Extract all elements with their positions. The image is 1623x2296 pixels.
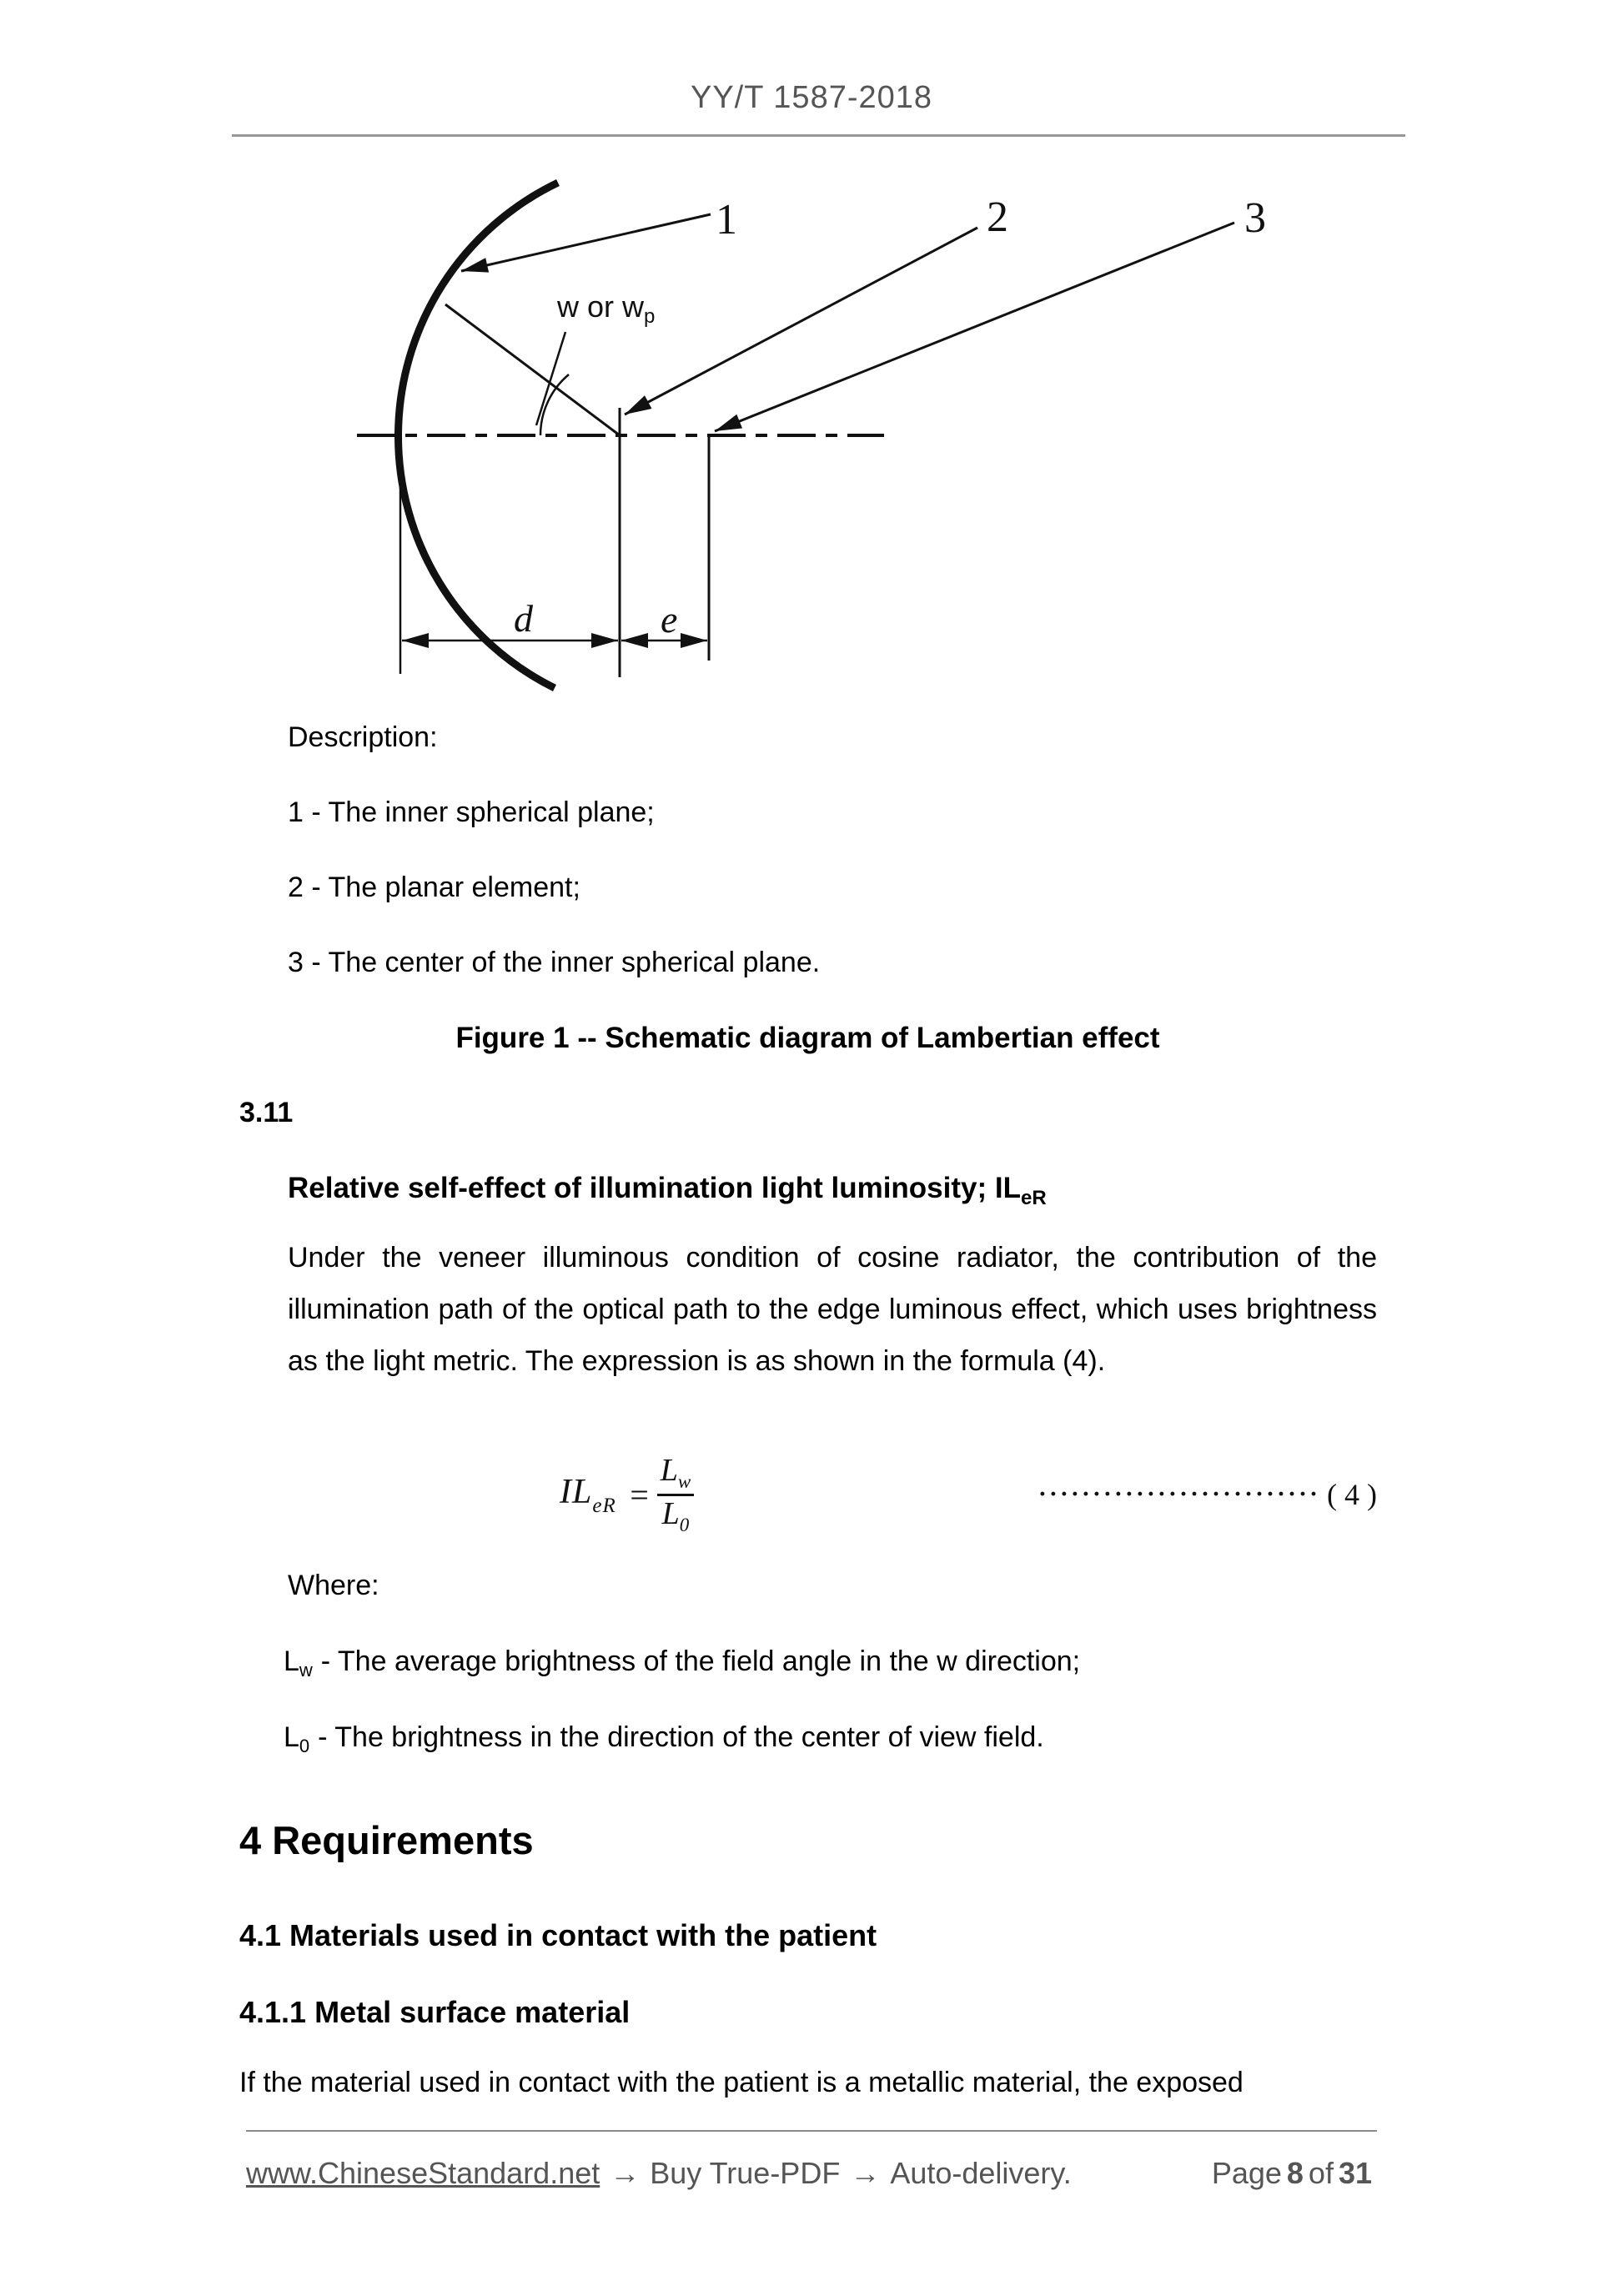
callout-3-label: 3 [1244,194,1266,242]
section-4-1-1-body: If the material used in contact with the patient is a metallic material, the exposed [239,2067,1244,2098]
radius-line [445,304,620,435]
angle-arc [540,374,569,435]
footer [246,2156,1377,2198]
section-4-1-1-heading: 4.1.1 Metal surface material [239,1995,631,2029]
page-total: 31 [1338,2156,1372,2190]
where-item-lw: $L_w$ - The average brightness of the field angle in the w direction; [284,1645,1081,1681]
buy-truepdf-text: Buy True-PDF [650,2156,841,2190]
page-label: Page [1211,2156,1282,2190]
footer-left [246,2156,1072,2191]
auto-delivery-text: Auto-delivery. [890,2156,1072,2190]
figure-caption: Figure 1 -- Schematic diagram of Lambertian effect [455,1022,1160,1054]
dimension-e-label: e [661,598,678,641]
dimension-d-label: d [514,597,533,640]
term-definition: Under the veneer illuminous condition of cosine radiator, the contribution of the illumination path of the optical path to the edge luminous effect, which uses brightness as the light metric. The expression is as shown in the formula (4). [288,1242,1377,1377]
formula-expression [560,1448,694,1541]
fraction-numerator: $L_w$ [660,1453,691,1493]
term-name-subscript: eR [1020,1187,1047,1209]
equals-sign: = [627,1475,651,1514]
term-number: 3.11 [239,1097,294,1128]
angle-leader-line [536,332,565,425]
arrow-icon: → [610,2156,641,2190]
fraction-denominator: $L_0$ [661,1495,690,1535]
page-number: 8 [1286,2156,1304,2190]
description-item-2: 2 - The planar element; [288,872,580,903]
where-label: Where: [288,1570,379,1601]
arrow-icon: → [850,2156,881,2190]
description-title: Description: [288,721,438,753]
lambertian-effect-figure [350,150,1318,717]
page-indicator [1212,2156,1377,2191]
section-4-1-heading: 4.1 Materials used in contact with the patient [239,1918,877,1952]
formula-dot-leader: ·························· [1038,1480,1321,1508]
description-item-3: 3 - The center of the inner spherical plane. [288,947,821,978]
formula-number: ( 4 ) [1327,1478,1377,1511]
description-item-1: 1 - The inner spherical plane; [288,796,655,828]
of-label: of [1308,2156,1334,2190]
term-name-text: Relative self-effect of illumination light luminosity; IL [288,1172,1021,1204]
term-name [288,1170,1047,1211]
formula-4 [288,1448,1377,1541]
fraction [657,1453,694,1536]
formula-number-group [1038,1448,1377,1541]
callout-2-arrow [625,228,977,414]
document-number: YY/T 1587-2018 [690,80,933,115]
website-link[interactable]: www.ChineseStandard.net [246,2156,600,2190]
footer-rule [246,2130,1377,2132]
angle-label: w or wp [557,289,656,328]
header-rule [232,134,1405,137]
where-item-l0: $L_0$ - The brightness in the direction of the center of view field. [284,1721,1044,1756]
callout-1-label: 1 [716,196,737,244]
formula-lhs: $IL_{eR}$ [560,1472,616,1517]
section-4-heading: 4 Requirements [239,1818,534,1862]
callout-2-label: 2 [987,193,1008,241]
